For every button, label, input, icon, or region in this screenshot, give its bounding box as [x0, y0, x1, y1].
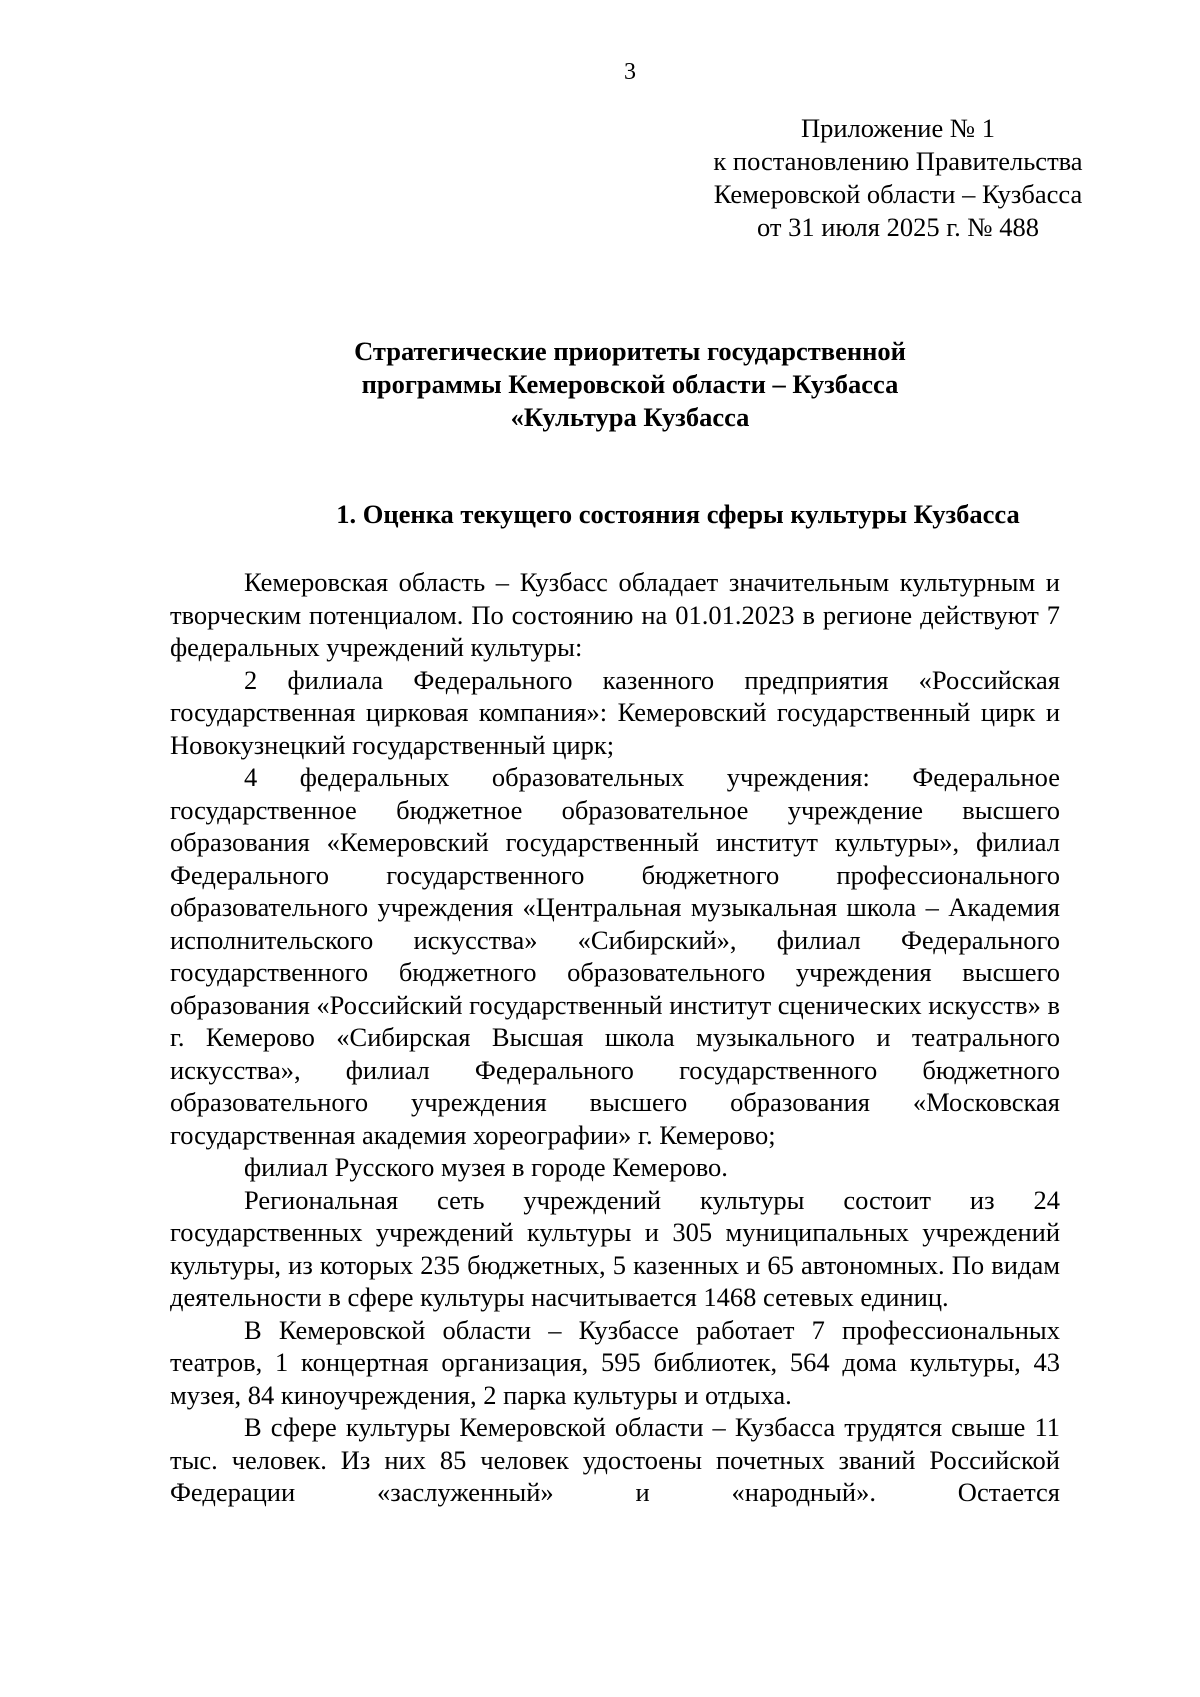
- paragraph: В сфере культуры Кемеровской области – Кузбасса трудятся свыше 11 тыс. человек. Из них 85 человек удостоены почетных званий Российской Федерации «заслуженный» и «народный». Остается: [170, 1412, 1060, 1507]
- appendix-line-1: Приложение № 1: [800, 113, 995, 143]
- section-heading: 1. Оценка текущего состояния сферы культуры Кузбасса: [336, 499, 1020, 529]
- appendix-line-2: к постановлению Правительства: [713, 146, 1083, 176]
- paragraph: 2 филиала Федерального казенного предприятия «Российская государственная цирковая компания»: Кемеровский государственный цирк и Новокузнецкий государственный цирк;: [170, 664, 1060, 760]
- title-line-2: программы Кемеровской области – Кузбасса: [361, 369, 899, 399]
- paragraph: В Кемеровской области – Кузбассе работает 7 профессиональных театров, 1 концертная организация, 595 библиотек, 564 дома культуры, 43 музея, 84 киноучреждения, 2 парка культуры и отдыха.: [170, 1314, 1060, 1410]
- title-line-3: «Культура Кузбасса: [510, 402, 750, 432]
- paragraph: филиал Русского музея в городе Кемерово.: [244, 1152, 728, 1182]
- title-line-1: Стратегические приоритеты государственной: [354, 336, 906, 366]
- page-number: 3: [624, 59, 636, 85]
- appendix-reference: [688, 112, 1108, 244]
- document-title: [170, 335, 1090, 434]
- paragraph: 4 федеральных образовательных учреждения: Федеральное государственное бюджетное образовательное учреждение высшего образования «Кемеровский государственный институт культуры», филиал Федерального государственного бюджетного профессионального образовательного учреждения «Центральная музыкальная школа – Академия исполнительского искусства» «Сибирский», филиал Федерального государственного бюджетного образовательного учреждения высшего образования «Российский государственный институт сценических искусств» в г. Кемерово «Сибирская Высшая школа музыкального и театрального искусства», филиал Федерального государственного бюджетного образовательного учреждения высшего образования «Московская государственная академия хореографии» г. Кемерово;: [170, 762, 1060, 1150]
- appendix-line-4: от 31 июля 2025 г. № 488: [756, 212, 1039, 242]
- paragraph: Кемеровская область – Кузбасс обладает значительным культурным и творческим потенциалом. По состоянию на 01.01.2023 в регионе действуют 7 федеральных учреждений культуры:: [170, 567, 1060, 662]
- body-text: [170, 566, 1060, 1509]
- paragraph: Региональная сеть учреждений культуры состоит из 24 государственных учреждений культуры и 305 муниципальных учреждений культуры, из которых 235 бюджетных, 5 казенных и 65 автономных. По видам деятельности в сфере культуры насчитывается 1468 сетевых единиц.: [170, 1184, 1060, 1312]
- appendix-line-3: Кемеровской области – Кузбасса: [713, 179, 1083, 209]
